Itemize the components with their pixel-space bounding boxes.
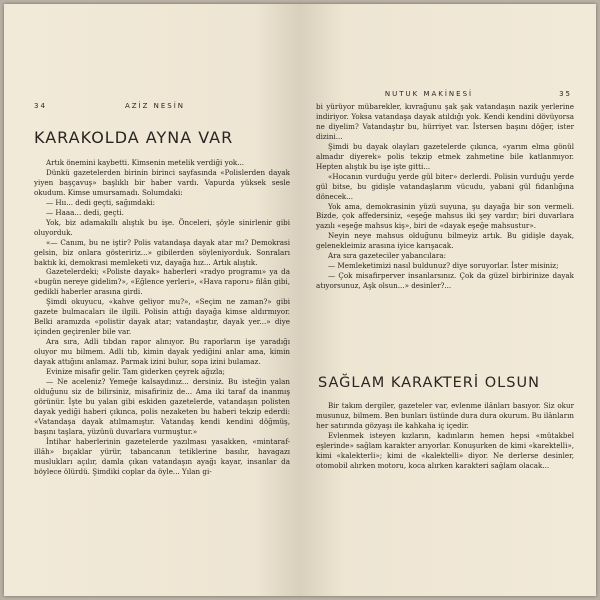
paragraph: Artık önemini kaybetti. Kimsenin metelik verdiği yok...	[46, 158, 245, 167]
paragraph: Dünkü gazetelerden birinin birinci sayfasında «Polislerden dayak yiyen başçavuş» başlıklı bir haber vardı. Vapurda yüksek sesle okudum. Kimse umursamadı. Solumdaki:	[34, 167, 290, 197]
page-number: 35	[559, 90, 572, 98]
paragraph: Ara sıra gazeteciler yabancılara:	[328, 251, 446, 261]
left-page	[4, 4, 300, 596]
paragraph: — Hıı... dedi geçti, sağımdaki:	[46, 197, 156, 207]
page-number: 34	[34, 102, 47, 110]
paragraph: İntihar haberlerinin gazetelerde yazılması yasakken, «mintaraf-illâh» bıçaklar yürür, tabancanın tetiklerine basılır, havagazı muslukları açılır, damla çıkan vatandaşın ayağı kayar, insanlar da böylece ölürdü. Şimdiki coplar da öyle... Yılan gi-	[34, 436, 290, 476]
paragraph: Bir takım dergiler, gazeteler var, evlenme ilânları basıyor. Siz okur musunuz, bilmem. Ben bunları üstünde dura dura okurum. Bu ilânların her satırında gözyaşı ile kahkaha iç içedir.	[316, 401, 574, 430]
author-name: AZİZ NESİN	[124, 102, 186, 110]
paragraph: Neyin neye mahsus olduğunu bilmeyiz artık. Bu gidişle dayak, gelenekleimiz arasına iyice karışacak.	[316, 231, 574, 251]
left-body-text	[34, 158, 290, 477]
paragraph: Gazetelerdeki; «Poliste dayak» haberleri «radyo programı» ya da «bugün nereye gidelim?», «Eğlence yerleri», «Hava raporu» filân gibi, gedikli haberler arasına girdi.	[34, 267, 290, 297]
book-title: NUTUK MAKİNESİ	[384, 90, 474, 98]
right-page	[300, 4, 596, 596]
paragraph: «— Canım, bu ne iştir? Polis vatandaşa dayak atar mı? Demokrasi gelsin, biz onlara gösteririz...» gibilerden söyleniyorduk. Sonraları baktık ki, demokrasi memleketi vız, dayağa hız... Artık alıştık.	[34, 237, 290, 267]
story-title: KARAKOLDA AYNA VAR	[34, 128, 234, 147]
right-body-text-top	[316, 102, 574, 291]
paragraph: Şimdi bu dayak olayları gazetelerde çıkınca, «yarım elma gönül almadır diyerek» polis tekzip etmek zahmetine bile katlanmıyor. Hepten alıştık bu işe işte gitti...	[316, 141, 574, 171]
paragraph: — Ne aceleniz? Yemeğe kalsaydınız... dersiniz. Bu isteğin yalan olduğunu siz de bilirsiniz, misafiriniz de... Ama iki taraf da inanmış görünür. İşte bu yalan gibi eskiden gazetelerde, vatandaşın polisten dayak yediği haberi çıkınca, polis nezaketen bu haberi tekzip ederdi: «Vatandaşa dayak atılmamıştır. Vatandaş kendi kendini döğmüş, başını taşlara, yüzünü duvarlara vurmuştur.»	[34, 376, 290, 436]
paragraph: Evinize misafir gelir. Tam giderken çeyrek ağızla;	[46, 367, 225, 377]
paragraph: Yok, biz adamakıllı alıştık bu işe. Önceleri, şöyle sinirlenir gibi oluyorduk.	[34, 217, 290, 237]
paragraph: — Memleketimizi nasıl buldunuz? diye soruyorlar. İster misiniz;	[328, 261, 559, 271]
paragraph: — Haaa... dedi, geçti.	[46, 207, 124, 217]
paragraph: Evlenmek isteyen kızların, kadınların hemen hepsi «mütakbel eşlerinde» sağlam karakter arıyorlar. Konuşurken de kimi «karektelli», kimi «kalekterli»; kimi de «kalektelli» diyor. Ne derlerse desinler, otomobil alırken motoru, koca alırken karakteri sağlam olacak...	[316, 430, 574, 470]
paragraph: bi yürüyor mübarekler, kıvrağunu şak şak vatandaşın nazik yerlerine indiriyor. Yoksa vatandaşa dayak atıldığı yok. Kendi kendini dövüyorsa ne diyelim? Vatandaştır bu, hürriyet var. İstersen başını döğer, ister dizini...	[316, 102, 574, 141]
paragraph: Şimdi okuyucu, «kahve geliyor mu?», «Seçim ne zaman?» gibi gazete bulmacaları ile ilgili. Polisin attığı dayağa kimse aldırmıyor. Belki aramızda «polistir dayak atar; vatandaştır, dayak yer...» diye içinden geçirenler bile var.	[34, 297, 290, 337]
paragraph: — Çok misafirperver insanlarsınız. Çok da güzel birbirinize dayak atıyorsunuz, Aşk olsun...» desinler?...	[316, 271, 574, 291]
right-running-head	[316, 90, 572, 98]
paragraph: Yok ama, demokrasinin yüzü suyuna, şu dayağa bir son vermeli. Bizde, çok affedersiniz, «eşeğe mahsus iki şey vardır; biri duvarlara yazılı «eşeğe mahsus kiş», biri de «dayak eşeğe mahsustur».	[316, 201, 574, 231]
paragraph: «Hocanın vurduğu yerde gül biter» derlerdi. Polisin vurduğu yerde gül bitse, bu gidişle vatandaşlarım vücudu, yabani gül fidanlığına dönecek...	[316, 171, 574, 201]
paragraph: Ara sıra, Adli tıbdan rapor alınıyor. Bu raporların işe yaradığı oluyor mu bilmem. Adli tıb, kimin dayak yediğini anlar ama, kimin dayak attığını anlamaz. Parmak izini bulur, sopa izini bulamaz.	[34, 337, 290, 367]
right-body-text-bottom	[316, 401, 574, 471]
story-title: SAĞLAM KARAKTERİ OLSUN	[318, 375, 540, 391]
book-spread	[4, 4, 596, 596]
left-running-head	[34, 102, 286, 110]
